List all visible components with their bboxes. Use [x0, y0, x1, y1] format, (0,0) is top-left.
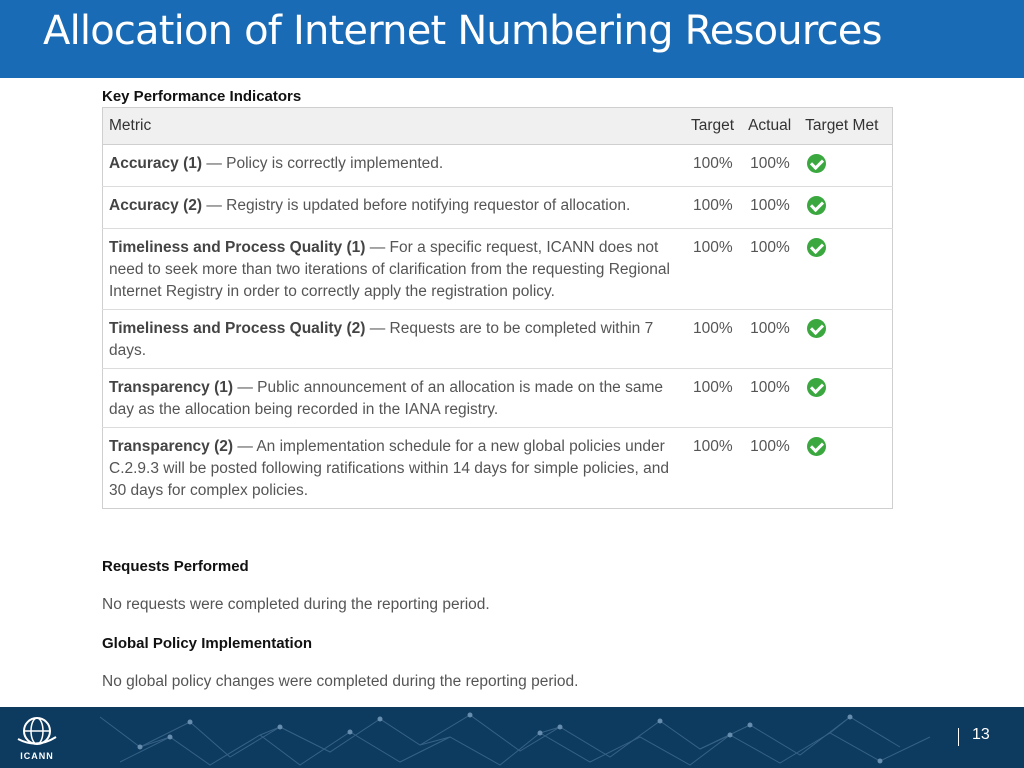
footer-bar	[0, 707, 1024, 768]
column-header-actual: Actual	[744, 108, 801, 145]
table-row	[103, 369, 893, 428]
target-cell: 100%	[693, 438, 733, 455]
target-met-cell	[801, 369, 892, 428]
table-row	[103, 428, 893, 509]
table-row	[103, 229, 893, 310]
check-icon	[807, 437, 826, 456]
target-cell: 100%	[687, 369, 744, 428]
metric-cell	[103, 369, 688, 428]
table-row	[103, 310, 893, 369]
actual-cell: 100%	[744, 229, 801, 310]
title-bar	[0, 0, 1024, 78]
network-pattern	[0, 707, 1024, 768]
table-row	[103, 187, 893, 229]
globe-icon	[14, 715, 60, 751]
target-cell: 100%	[687, 187, 744, 229]
logo-text: ICANN	[20, 751, 54, 761]
target-met-cell	[801, 229, 892, 310]
metric-name: Transparency (1)	[109, 379, 234, 396]
column-header-target-met: Target Met	[801, 108, 892, 145]
actual-cell: 100%	[744, 145, 801, 187]
target-met-cell	[801, 145, 892, 187]
metric-cell	[103, 187, 688, 229]
metric-description: — Requests are to be completed within 7 days.	[109, 320, 654, 359]
check-icon	[807, 196, 826, 215]
kpi-heading: Key Performance Indicators	[102, 88, 302, 105]
kpi-header-row	[103, 108, 893, 145]
slide-title: Allocation of Internet Numbering Resources	[43, 8, 882, 54]
requests-text: No requests were completed during the reporting period.	[102, 596, 490, 613]
requests-heading: Requests Performed	[102, 558, 249, 575]
metric-name: Accuracy (1)	[109, 155, 203, 172]
metric-name: Accuracy (2)	[109, 197, 203, 214]
global-policy-heading: Global Policy Implementation	[102, 635, 313, 652]
actual-cell: 100%	[744, 187, 801, 229]
check-icon	[807, 238, 826, 257]
kpi-table	[102, 107, 893, 509]
target-met-cell	[801, 428, 892, 509]
column-header-target: Target	[687, 108, 744, 145]
target-met-cell	[801, 187, 892, 229]
target-met-cell	[801, 310, 892, 369]
check-icon	[807, 319, 826, 338]
metric-name: Timeliness and Process Quality (1)	[109, 239, 366, 256]
table-row	[103, 145, 893, 187]
check-icon	[807, 154, 826, 173]
page-number-divider	[958, 728, 959, 746]
page-number: 13	[972, 726, 990, 743]
target-cell: 100%	[687, 229, 744, 310]
metric-cell	[103, 428, 688, 509]
metric-description: — An implementation schedule for a new global policies under C.2.9.3 will be posted following ratifications within 14 days for simple policies, and 30 days for complex policies.	[109, 438, 670, 499]
metric-name: Transparency (2)	[109, 438, 234, 455]
metric-description: — Public announcement of an allocation is made on the same day as the allocation being recorded in the IANA registry.	[109, 379, 664, 418]
icann-logo	[14, 715, 60, 765]
actual-cell: 100%	[744, 369, 801, 428]
metric-description: — For a specific request, ICANN does not need to seek more than two iterations of clarification from the requesting Regional Internet Registry in order to correctly apply the registration policy.	[109, 239, 670, 300]
metric-name: Timeliness and Process Quality (2)	[109, 320, 366, 337]
target-cell: 100%	[687, 145, 744, 187]
column-header-metric: Metric	[103, 108, 688, 145]
metric-description: — Registry is updated before notifying requestor of allocation.	[202, 197, 631, 214]
actual-cell: 100%	[750, 438, 790, 455]
metric-cell	[103, 310, 688, 369]
metric-cell	[103, 145, 688, 187]
check-icon	[807, 378, 826, 397]
target-cell: 100%	[687, 310, 744, 369]
actual-cell: 100%	[744, 310, 801, 369]
metric-cell	[103, 229, 688, 310]
metric-description: — Policy is correctly implemented.	[202, 155, 444, 172]
global-policy-text: No global policy changes were completed during the reporting period.	[102, 673, 579, 690]
